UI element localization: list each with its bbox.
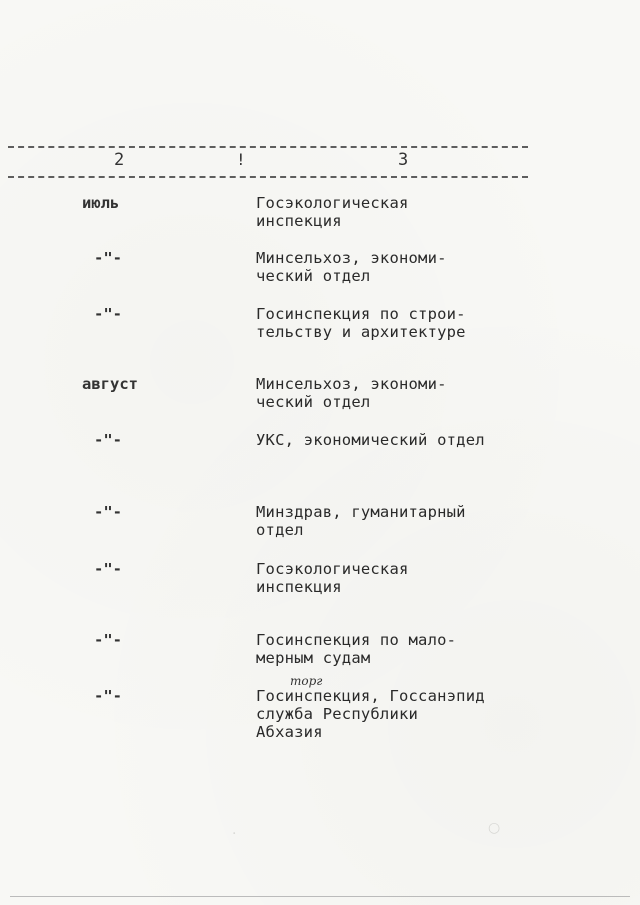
table-header-bottom-rule [8,176,528,178]
handwritten-annotation: торг [290,674,323,688]
row-description: Минздрав, гуманитарный отдел [256,503,466,539]
row-date-ditto: -"- [94,431,122,449]
row-date-ditto: -"- [94,687,122,705]
row-date-ditto: -"- [94,631,122,649]
row-date: июль [82,194,120,212]
column-header-3: 3 [398,150,410,170]
row-date-ditto: -"- [94,560,122,578]
row-description: УКС, экономический отдел [256,431,485,449]
row-description: Госэкологическая инспекция [256,560,409,596]
row-description: Госинспекция по строи- тельству и архитектуре [256,305,466,341]
row-date-ditto: -"- [94,503,122,521]
row-date: август [82,375,138,393]
row-description: Госинспекция, Госсанэпид служба Республики Абхазия [256,687,485,741]
table-header-top-rule [8,146,528,148]
column-separator: ! [236,150,247,169]
row-description: Госинспекция по мало- мерным судам [256,631,457,667]
row-date-ditto: -"- [94,305,122,323]
faint-circle-mark-icon: ○ [488,820,501,836]
row-description: Госэкологическая инспекция [256,194,409,230]
row-description: Минсельхоз, экономи- ческий отдел [256,375,447,411]
page-bottom-edge [10,896,630,897]
column-header-2: 2 [114,150,126,170]
row-description: Минсельхоз, экономи- ческий отдел [256,249,447,285]
row-date-ditto: -"- [94,249,122,267]
faint-page-mark-icon: · [232,826,237,842]
